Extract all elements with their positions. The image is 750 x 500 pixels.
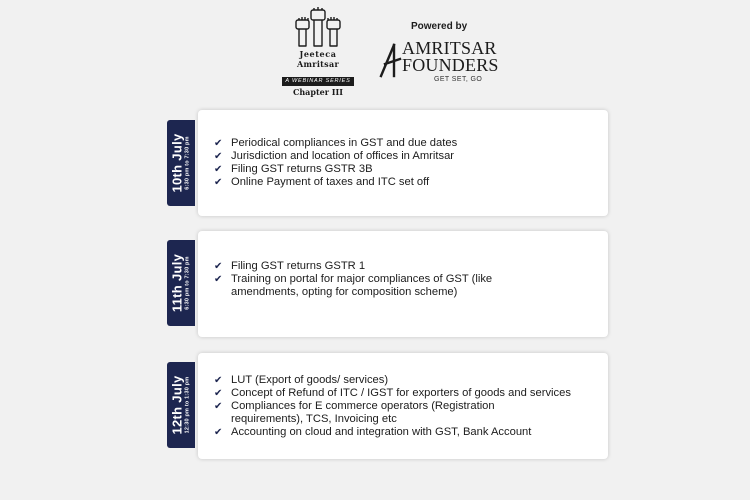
amritsar-founders-logo <box>402 40 499 74</box>
session-date-tab <box>167 362 195 448</box>
agenda-item: ✔ Filing GST returns GSTR 1 <box>214 260 366 272</box>
agenda-item: ✔ Compliances for E commerce operators (Registration requirements), TCS, Invoicing etc <box>214 400 495 425</box>
agenda-item: ✔ Concept of Refund of ITC / IGST for exporters of goods and services <box>214 387 571 399</box>
checkmark-icon: ✔ <box>214 164 223 175</box>
agenda-list <box>214 260 500 299</box>
agenda-list <box>214 137 600 189</box>
agenda-item: ✔ Periodical compliances in GST and due dates <box>214 137 458 149</box>
jeeteca-logo <box>282 6 354 98</box>
agenda-item: ✔ Filing GST returns GSTR 3B <box>214 163 373 175</box>
webinar-series-banner: A WEBINAR SERIES <box>282 77 353 86</box>
checkmark-icon: ✔ <box>214 388 223 399</box>
agenda-item: ✔ LUT (Export of goods/ services) <box>214 374 389 386</box>
brand-right-line1: AMRITSAR <box>402 38 497 58</box>
session-day: 10th July <box>169 133 185 193</box>
brand-right-tagline: GET SET, GO <box>434 76 483 83</box>
powered-by-label: Powered by <box>411 21 468 32</box>
checkmark-icon: ✔ <box>214 261 223 272</box>
brand-right-line2: FOUNDERS <box>402 55 499 75</box>
raised-fists-icon <box>293 6 343 48</box>
session-time: 12:30 pm to 1:30 pm <box>184 376 191 434</box>
checkmark-icon: ✔ <box>214 427 223 438</box>
checkmark-icon: ✔ <box>214 177 223 188</box>
session-time: 6:30 pm to 7:30 pm <box>184 256 191 310</box>
agenda-item: ✔ Training on portal for major compliances of GST (like amendments, opting for composition scheme) <box>214 273 493 298</box>
agenda-item: ✔ Online Payment of taxes and ITC set off <box>214 176 430 188</box>
session-card <box>198 231 608 337</box>
checkmark-icon: ✔ <box>214 274 223 285</box>
session-date-tab <box>167 240 195 326</box>
session-day: 12th July <box>169 375 185 435</box>
checkmark-icon: ✔ <box>214 375 223 386</box>
af-monogram-icon <box>378 42 404 78</box>
checkmark-icon: ✔ <box>214 151 223 162</box>
session-card <box>198 353 608 459</box>
session-date-tab <box>167 120 195 206</box>
brand-left-line1: Jeeteca <box>299 49 337 59</box>
chapter-label: Chapter III <box>293 87 343 97</box>
session-time: 6:30 pm to 7:30 pm <box>184 136 191 190</box>
agenda-list <box>214 374 604 439</box>
session-day: 11th July <box>169 253 185 313</box>
checkmark-icon: ✔ <box>214 138 223 149</box>
session-card <box>198 110 608 216</box>
checkmark-icon: ✔ <box>214 401 223 412</box>
agenda-item: ✔ Jurisdiction and location of offices in Amritsar <box>214 150 455 162</box>
brand-left-line2: Amritsar <box>297 59 339 69</box>
agenda-item: ✔ Accounting on cloud and integration with GST, Bank Account <box>214 426 532 438</box>
